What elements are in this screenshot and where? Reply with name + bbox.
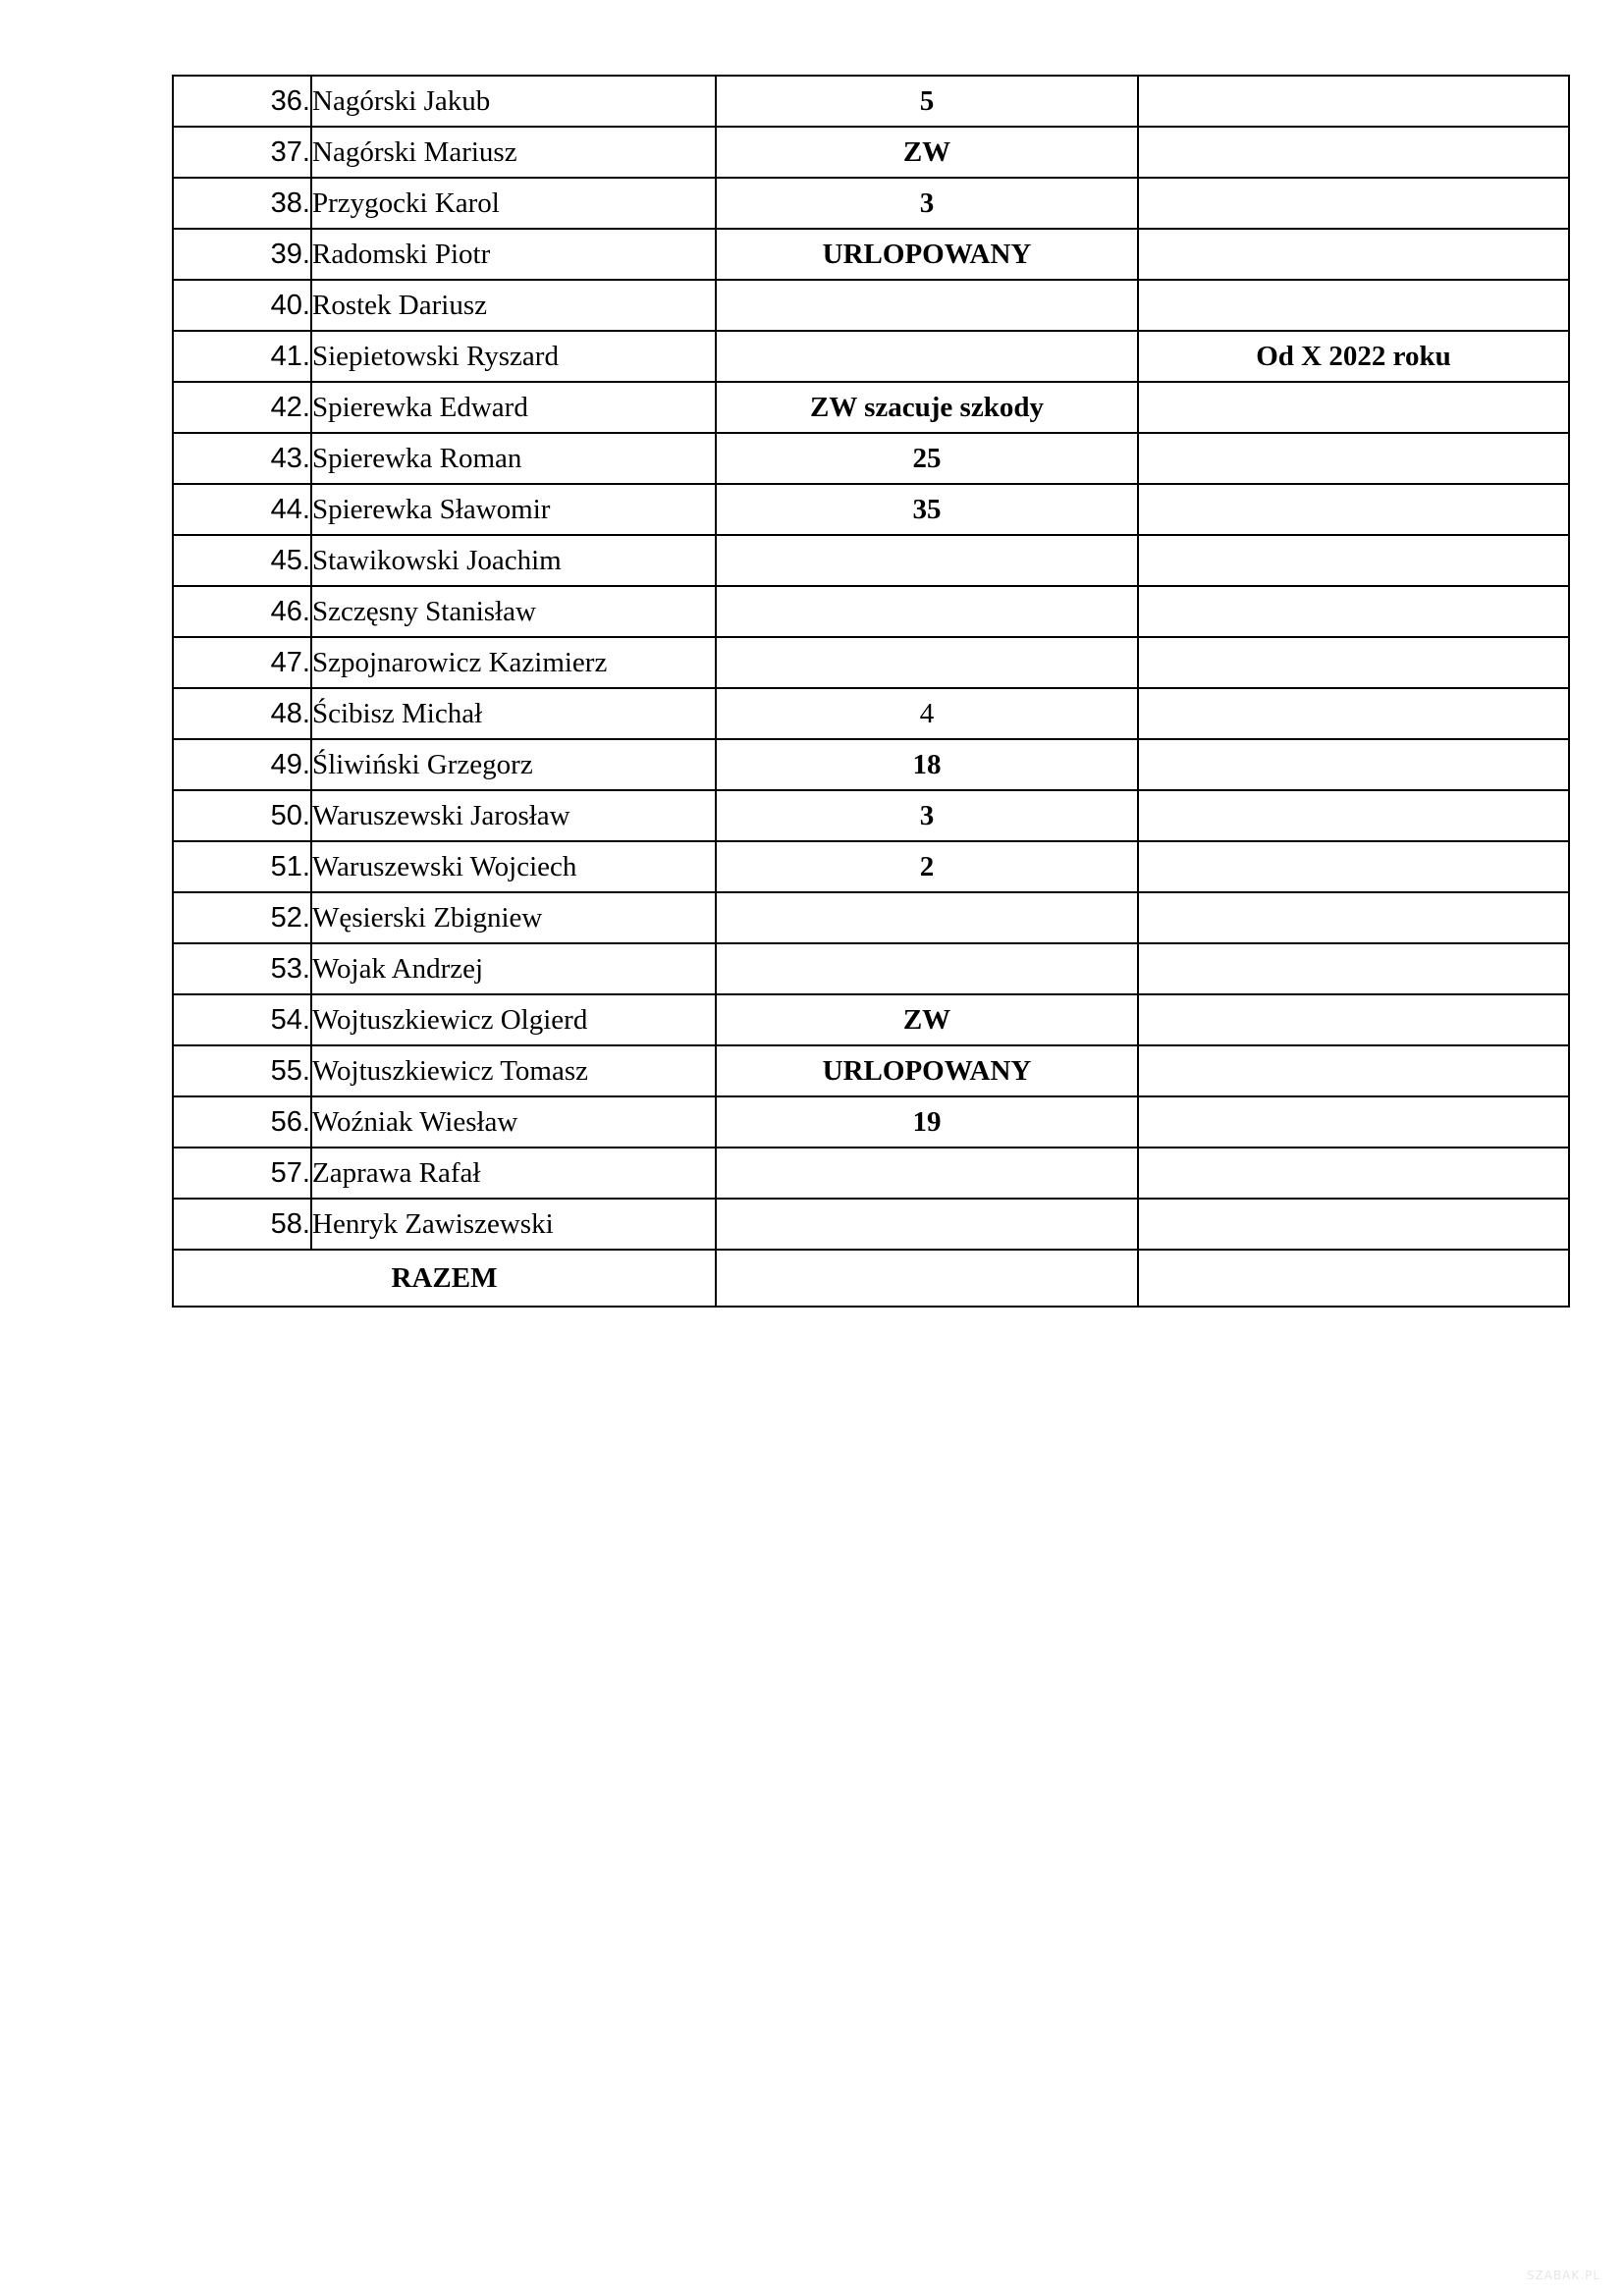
- row-number: 42.: [173, 382, 311, 433]
- member-value: ZW: [716, 127, 1138, 178]
- member-value: 2: [716, 841, 1138, 892]
- member-name: Zaprawa Rafał: [311, 1148, 716, 1199]
- member-name: Rostek Dariusz: [311, 280, 716, 331]
- member-note: [1138, 688, 1569, 739]
- table-row: [173, 127, 1569, 178]
- member-note: [1138, 790, 1569, 841]
- total-row: [173, 1250, 1569, 1307]
- member-name: Nagórski Mariusz: [311, 127, 716, 178]
- table-row: [173, 280, 1569, 331]
- row-number: 39.: [173, 229, 311, 280]
- member-value: 4: [716, 688, 1138, 739]
- member-note: [1138, 1148, 1569, 1199]
- member-note: [1138, 586, 1569, 637]
- member-value: [716, 943, 1138, 994]
- member-name: Szpojnarowicz Kazimierz: [311, 637, 716, 688]
- table-row: [173, 1199, 1569, 1250]
- member-note: [1138, 739, 1569, 790]
- member-note: [1138, 1199, 1569, 1250]
- member-name: Wojtuszkiewicz Tomasz: [311, 1045, 716, 1096]
- row-number: 40.: [173, 280, 311, 331]
- roster-table: [172, 75, 1570, 1308]
- member-name: Waruszewski Jarosław: [311, 790, 716, 841]
- member-note: [1138, 280, 1569, 331]
- table-row: [173, 76, 1569, 127]
- row-number: 45.: [173, 535, 311, 586]
- table-row: [173, 943, 1569, 994]
- table-row: [173, 994, 1569, 1045]
- member-value: ZW: [716, 994, 1138, 1045]
- row-number: 41.: [173, 331, 311, 382]
- row-number: 53.: [173, 943, 311, 994]
- roster-body: [173, 76, 1569, 1250]
- member-name: Waruszewski Wojciech: [311, 841, 716, 892]
- member-value: URLOPOWANY: [716, 1045, 1138, 1096]
- member-name: Spierewka Sławomir: [311, 484, 716, 535]
- member-note: [1138, 841, 1569, 892]
- member-name: Śliwiński Grzegorz: [311, 739, 716, 790]
- table-row: [173, 790, 1569, 841]
- member-name: Wojak Andrzej: [311, 943, 716, 994]
- table-row: [173, 688, 1569, 739]
- table-row: [173, 892, 1569, 943]
- member-note: [1138, 943, 1569, 994]
- watermark: SZABAK.PL: [1526, 2269, 1600, 2282]
- member-note: [1138, 382, 1569, 433]
- row-number: 49.: [173, 739, 311, 790]
- member-value: [716, 535, 1138, 586]
- member-name: Ścibisz Michał: [311, 688, 716, 739]
- row-number: 51.: [173, 841, 311, 892]
- table-row: [173, 637, 1569, 688]
- member-value: 19: [716, 1096, 1138, 1148]
- table-row: [173, 739, 1569, 790]
- member-name: Szczęsny Stanisław: [311, 586, 716, 637]
- member-value: 25: [716, 433, 1138, 484]
- member-note: [1138, 994, 1569, 1045]
- member-value: ZW szacuje szkody: [716, 382, 1138, 433]
- member-note: [1138, 535, 1569, 586]
- member-name: Wojtuszkiewicz Olgierd: [311, 994, 716, 1045]
- table-row: [173, 1045, 1569, 1096]
- member-name: Przygocki Karol: [311, 178, 716, 229]
- table-row: [173, 382, 1569, 433]
- row-number: 54.: [173, 994, 311, 1045]
- member-name: Spierewka Edward: [311, 382, 716, 433]
- member-note: [1138, 127, 1569, 178]
- table-row: [173, 331, 1569, 382]
- total-label: RAZEM: [173, 1250, 716, 1307]
- member-note: Od X 2022 roku: [1138, 331, 1569, 382]
- member-value: [716, 1148, 1138, 1199]
- row-number: 50.: [173, 790, 311, 841]
- row-number: 47.: [173, 637, 311, 688]
- member-note: [1138, 637, 1569, 688]
- member-value: 3: [716, 178, 1138, 229]
- member-value: [716, 892, 1138, 943]
- table-row: [173, 178, 1569, 229]
- table-row: [173, 535, 1569, 586]
- member-name: Henryk Zawiszewski: [311, 1199, 716, 1250]
- member-value: 18: [716, 739, 1138, 790]
- row-number: 38.: [173, 178, 311, 229]
- member-name: Nagórski Jakub: [311, 76, 716, 127]
- row-number: 37.: [173, 127, 311, 178]
- row-number: 44.: [173, 484, 311, 535]
- table-row: [173, 586, 1569, 637]
- member-value: 35: [716, 484, 1138, 535]
- table-row: [173, 484, 1569, 535]
- member-note: [1138, 76, 1569, 127]
- total-note: [1138, 1250, 1569, 1307]
- member-value: URLOPOWANY: [716, 229, 1138, 280]
- member-name: Woźniak Wiesław: [311, 1096, 716, 1148]
- table-row: [173, 841, 1569, 892]
- table-row: [173, 1148, 1569, 1199]
- member-note: [1138, 229, 1569, 280]
- member-name: Spierewka Roman: [311, 433, 716, 484]
- member-note: [1138, 484, 1569, 535]
- member-note: [1138, 178, 1569, 229]
- member-value: [716, 280, 1138, 331]
- table-row: [173, 433, 1569, 484]
- total-value: [716, 1250, 1138, 1307]
- row-number: 46.: [173, 586, 311, 637]
- row-number: 55.: [173, 1045, 311, 1096]
- member-value: [716, 331, 1138, 382]
- table-row: [173, 229, 1569, 280]
- row-number: 36.: [173, 76, 311, 127]
- member-note: [1138, 433, 1569, 484]
- row-number: 56.: [173, 1096, 311, 1148]
- member-value: 3: [716, 790, 1138, 841]
- member-note: [1138, 1096, 1569, 1148]
- member-note: [1138, 892, 1569, 943]
- row-number: 43.: [173, 433, 311, 484]
- member-value: 5: [716, 76, 1138, 127]
- table-row: [173, 1096, 1569, 1148]
- member-name: Węsierski Zbigniew: [311, 892, 716, 943]
- member-value: [716, 1199, 1138, 1250]
- member-name: Siepietowski Ryszard: [311, 331, 716, 382]
- member-note: [1138, 1045, 1569, 1096]
- member-name: Radomski Piotr: [311, 229, 716, 280]
- row-number: 58.: [173, 1199, 311, 1250]
- row-number: 52.: [173, 892, 311, 943]
- row-number: 57.: [173, 1148, 311, 1199]
- member-value: [716, 586, 1138, 637]
- member-name: Stawikowski Joachim: [311, 535, 716, 586]
- member-value: [716, 637, 1138, 688]
- row-number: 48.: [173, 688, 311, 739]
